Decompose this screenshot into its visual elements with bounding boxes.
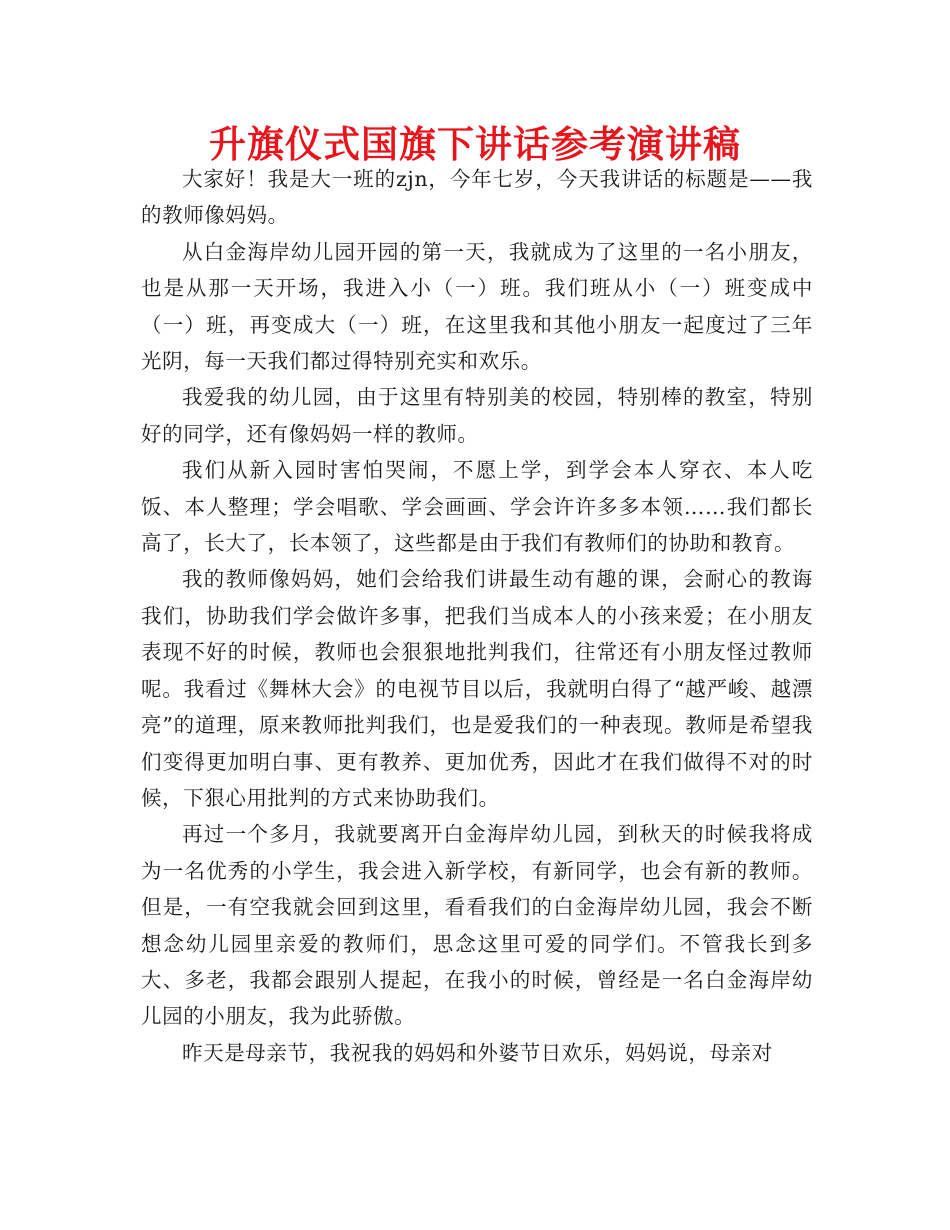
paragraph-teacher-like-mother: 我的教师像妈妈，她们会给我们讲最生动有趣的课，会耐心的教诲我们，协助我们学会做许多事，把我们当成本人的小孩来爱；在小朋友表现不好的时候，教师也会狠狠地批判我们，往常还有小朋友怪过教师呢。我看过《舞林大会》的电视节目以后，我就明白得了“越严峻、越漂亮”的道理，原来教师批判我们，也是爱我们的一种表现。教师是希望我们变得更加明白事、更有教养、更加优秀，因此才在我们做得不对的时候，下狠心用批判的方式来协助我们。 bbox=[141, 567, 813, 810]
paragraph-kindergarten-history: 从白金海岸幼儿园开园的第一天，我就成为了这里的一名小朋友，也是从那一天开场，我进入小（一）班。我们班从小（一）班变成中（一）班，再变成大（一）班，在这里我和其他小朋友一起度过了三年光阴，每一天我们都过得特别充实和欢乐。 bbox=[141, 239, 813, 374]
paragraph-greeting: 大家好！我是大一班的zjn，今年七岁，今天我讲话的标题是——我的教师像妈妈。 bbox=[141, 167, 813, 228]
paragraph-mothers-day: 昨天是母亲节，我祝我的妈妈和外婆节日欢乐，妈妈说，母亲对 bbox=[182, 1040, 773, 1065]
paragraph-growing-up: 我们从新入园时害怕哭闹，不愿上学，到学会本人穿衣、本人吃饭、本人整理；学会唱歌、学会画画、学会许许多多本领……我们都长高了，长大了，长本领了，这些都是由于我们有教师们的协助和教育。 bbox=[141, 458, 813, 556]
paragraph-love-kindergarten: 我爱我的幼儿园，由于这里有特别美的校园，特别棒的教室，特别好的同学，还有像妈妈一样的教师。 bbox=[141, 385, 813, 446]
document-title: 升旗仪式国旗下讲话参考演讲稿 bbox=[209, 123, 741, 166]
paragraph-leaving-kindergarten: 再过一个多月，我就要离开白金海岸幼儿园，到秋天的时候我将成为一名优秀的小学生，我会进入新学校，有新同学，也会有新的教师。但是，一有空我就会回到这里，看看我们的白金海岸幼儿园，我会不断想念幼儿园里亲爱的教师们，思念这里可爱的同学们。不管我长到多大、多老，我都会跟别人提起，在我小的时候，曾经是一名白金海岸幼儿园的小朋友，我为此骄傲。 bbox=[141, 822, 813, 1029]
document-body bbox=[141, 161, 813, 1071]
